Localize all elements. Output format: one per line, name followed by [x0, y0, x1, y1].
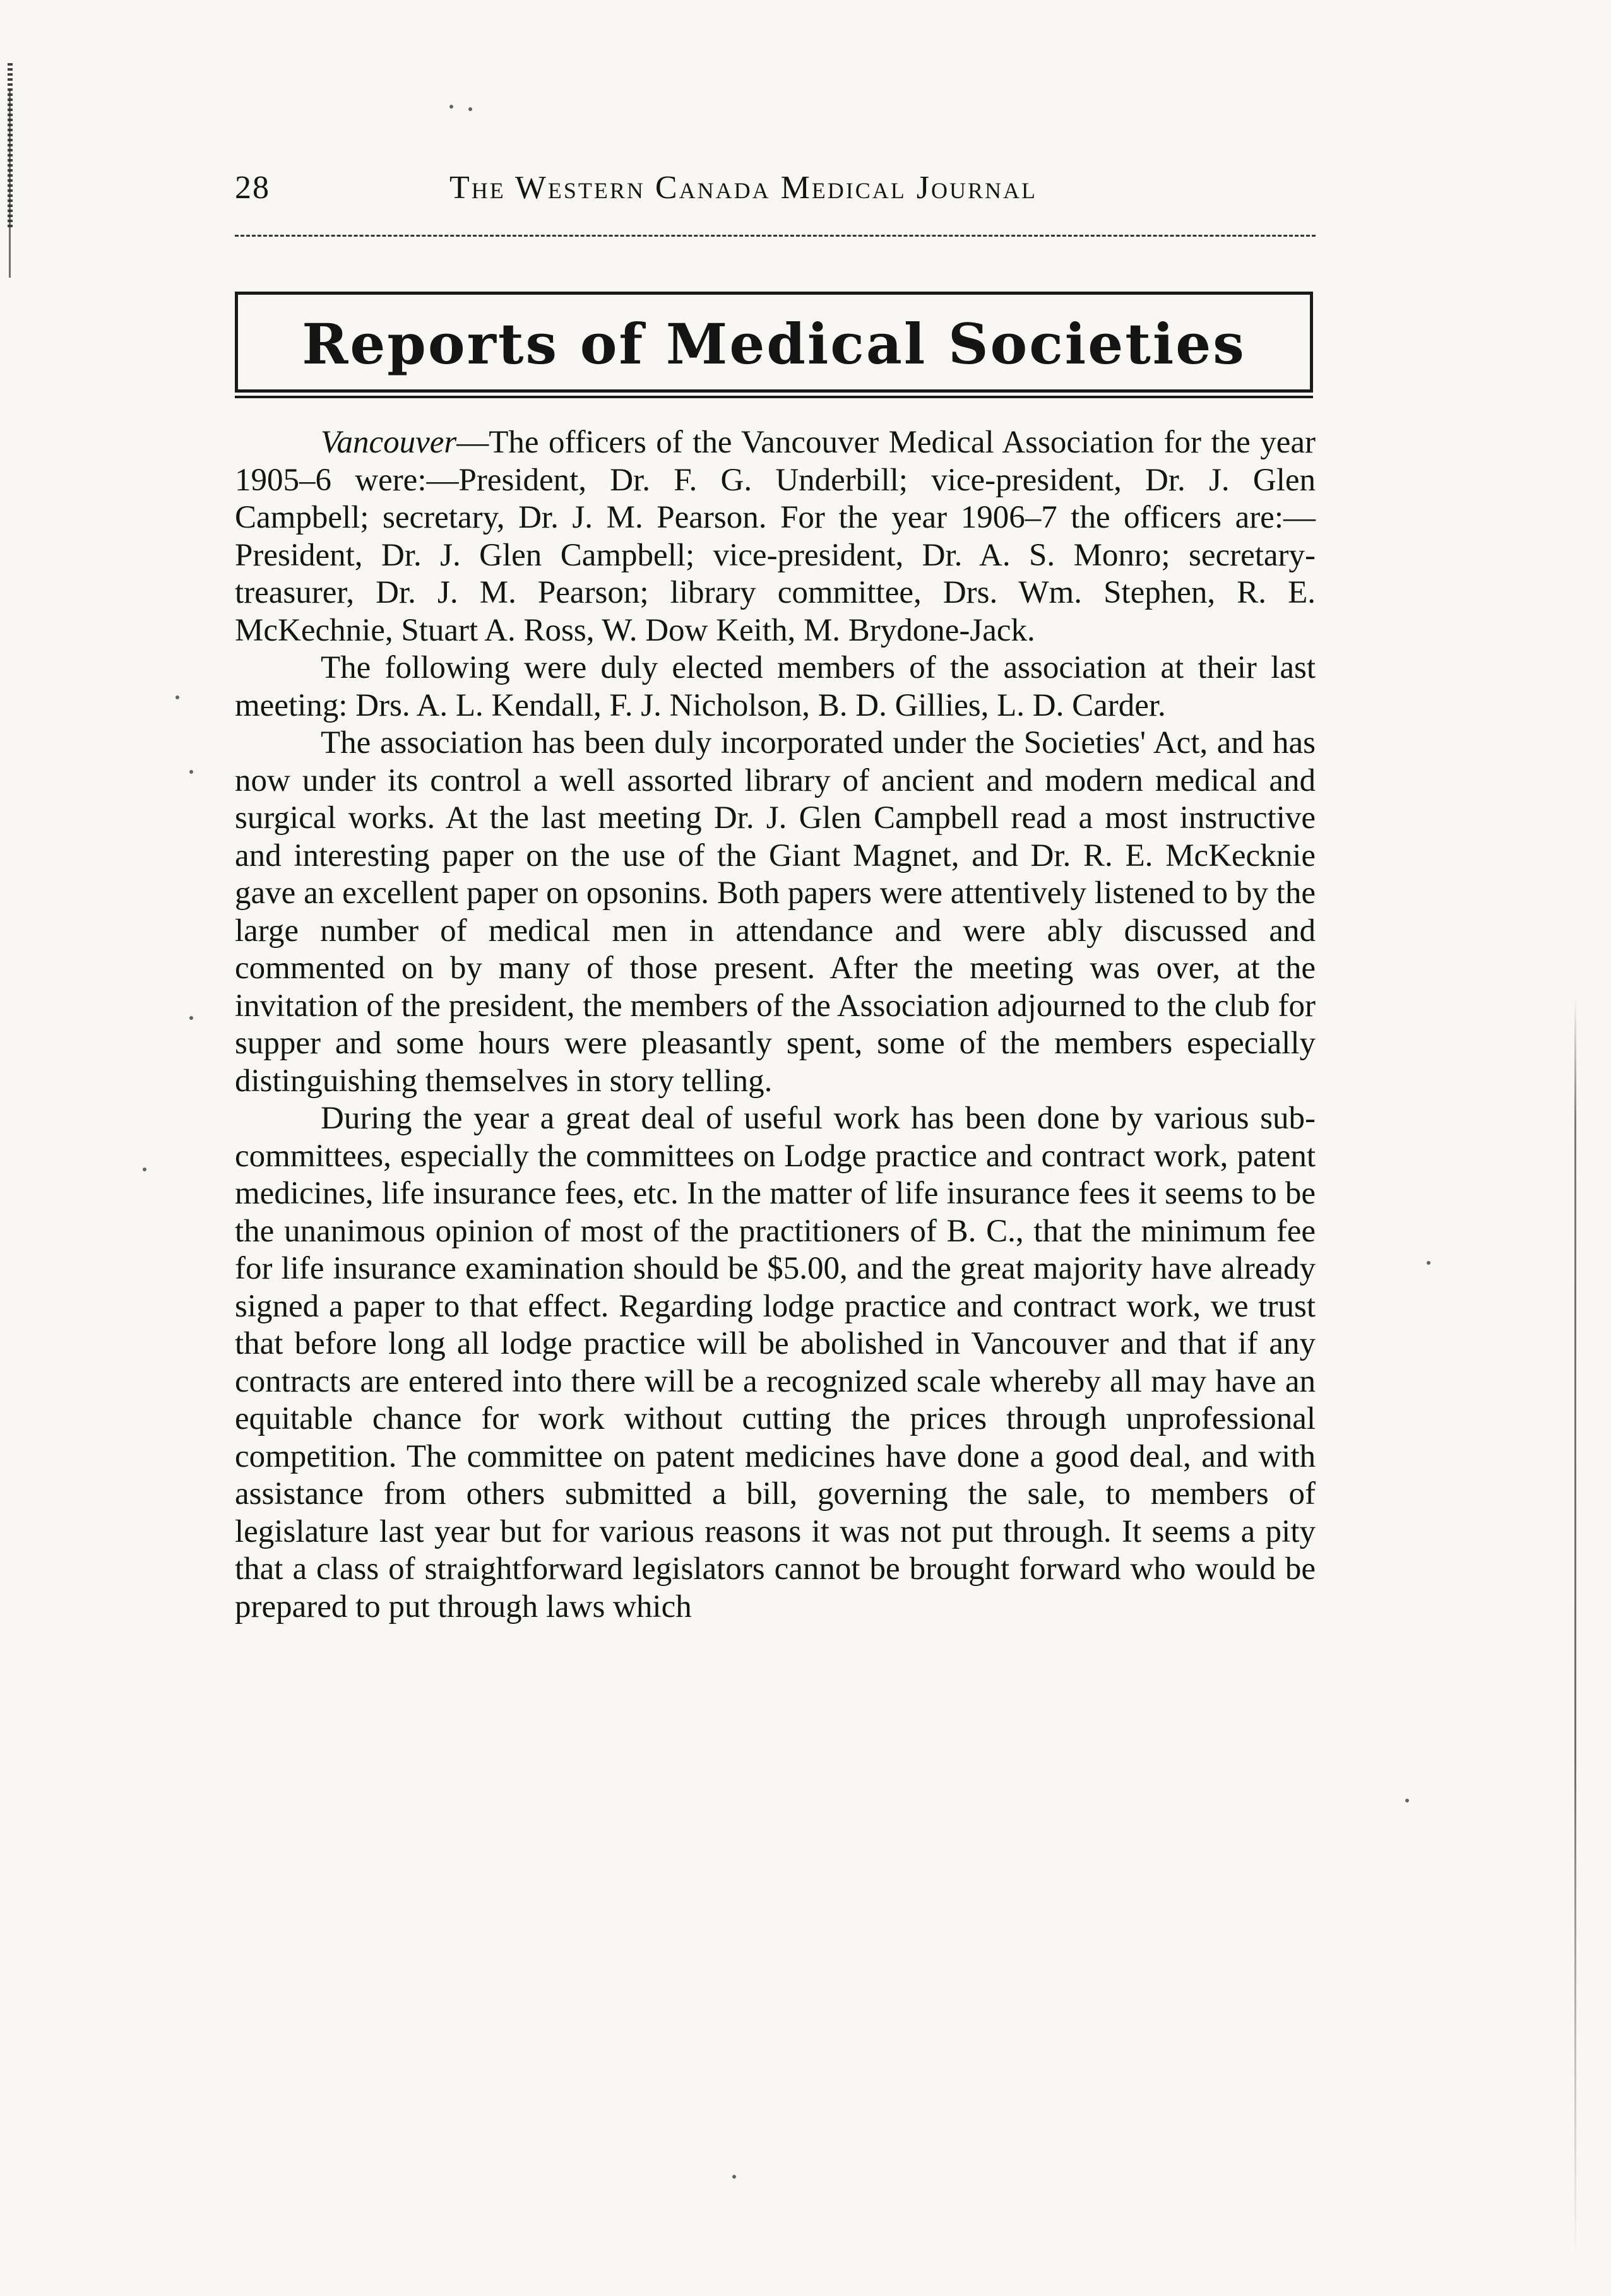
paragraph-officers [235, 424, 1316, 649]
journal-title: The Western Canada Medical Journal [449, 170, 1038, 206]
city-name: Vancouver [321, 425, 457, 460]
scan-speck [189, 770, 193, 774]
scan-speck [449, 105, 453, 109]
paragraph-text: —The officers of the Vancouver Medical Association for the year 1905–6 were:—President, Dr. F. G. Underbill; vice-president, Dr. J. Glen Campbell; secretary, Dr. J. M. Pearson. For the year 1906–7 the officers are:—President, Dr. J. Glen Campbell; vice-president, Dr. A. S. Monro; secretary-treasurer, Dr. J. M. Pearson; library committee, Drs. Wm. Stephen, R. E. McKechnie, Stuart A. Ross, W. Dow Keith, M. Brydone-Jack. [235, 425, 1316, 648]
paragraph-committees: During the year a great deal of useful work has been done by various sub-committees, especially the committees on Lodge practice and contract work, patent medicines, life insurance fees, etc. In the matter of life insurance fees it seems to be the unanimous opinion of most of the practitioners of B. C., that the minimum fee for life insurance examination should be $5.00, and the great majority have already signed a paper to that effect. Regarding lodge practice and contract work, we trust that before long all lodge practice will be abolished in Vancouver and that if any contracts are entered into there will be a recognized scale whereby all may have an equitable chance for work without cutting the prices through unprofessional competition. The committee on patent medicines have done a good deal, and with assistance from others submitted a bill, governing the sale, to members of legislature last year but for various reasons it was not put through. It seems a pity that a class of straightforward legislators cannot be brought forward who would be prepared to put through laws which [235, 1101, 1316, 1624]
paragraph-new-members: The following were duly elected members of the association at their last meeting: Drs. A. L. Kendall, F. J. Nicholson, B. D. Gillies, L. D. Carder. [235, 650, 1316, 723]
scan-speck [732, 2175, 736, 2179]
scan-speck [468, 107, 472, 111]
scan-speck [189, 1016, 193, 1020]
paragraph-library-meeting: The association has been duly incorporated under the Societies' Act, and has now under its control a well assorted library of ancient and modern medical and surgical works. At the last meeting Dr. J. Glen Campbell read a most instructive and interesting paper on the use of the Giant Magnet, and Dr. R. E. McKecknie gave an excellent paper on opsonins. Both papers were attentively listened to by the large number of medical men in attendance and were ably discussed and commented on by many of those present. After the meeting was over, at the invitation of the president, the members of the Association adjourned to the club for supper and some hours were pleasantly spent, some of the members especially distinguishing themselves in story telling. [235, 725, 1316, 1099]
running-header [235, 169, 1316, 213]
page-number: 28 [235, 170, 270, 206]
header-divider [235, 235, 1316, 237]
article-body [235, 424, 1316, 1626]
scan-speck [143, 1168, 146, 1171]
scan-margin-line [1574, 997, 1576, 2259]
section-title-box [235, 292, 1313, 393]
section-title: Reports of Medical Societies [302, 311, 1246, 377]
scan-edge-line [9, 88, 11, 278]
scan-speck [1405, 1799, 1409, 1802]
scan-speck [1427, 1261, 1430, 1265]
scan-speck [175, 695, 179, 699]
